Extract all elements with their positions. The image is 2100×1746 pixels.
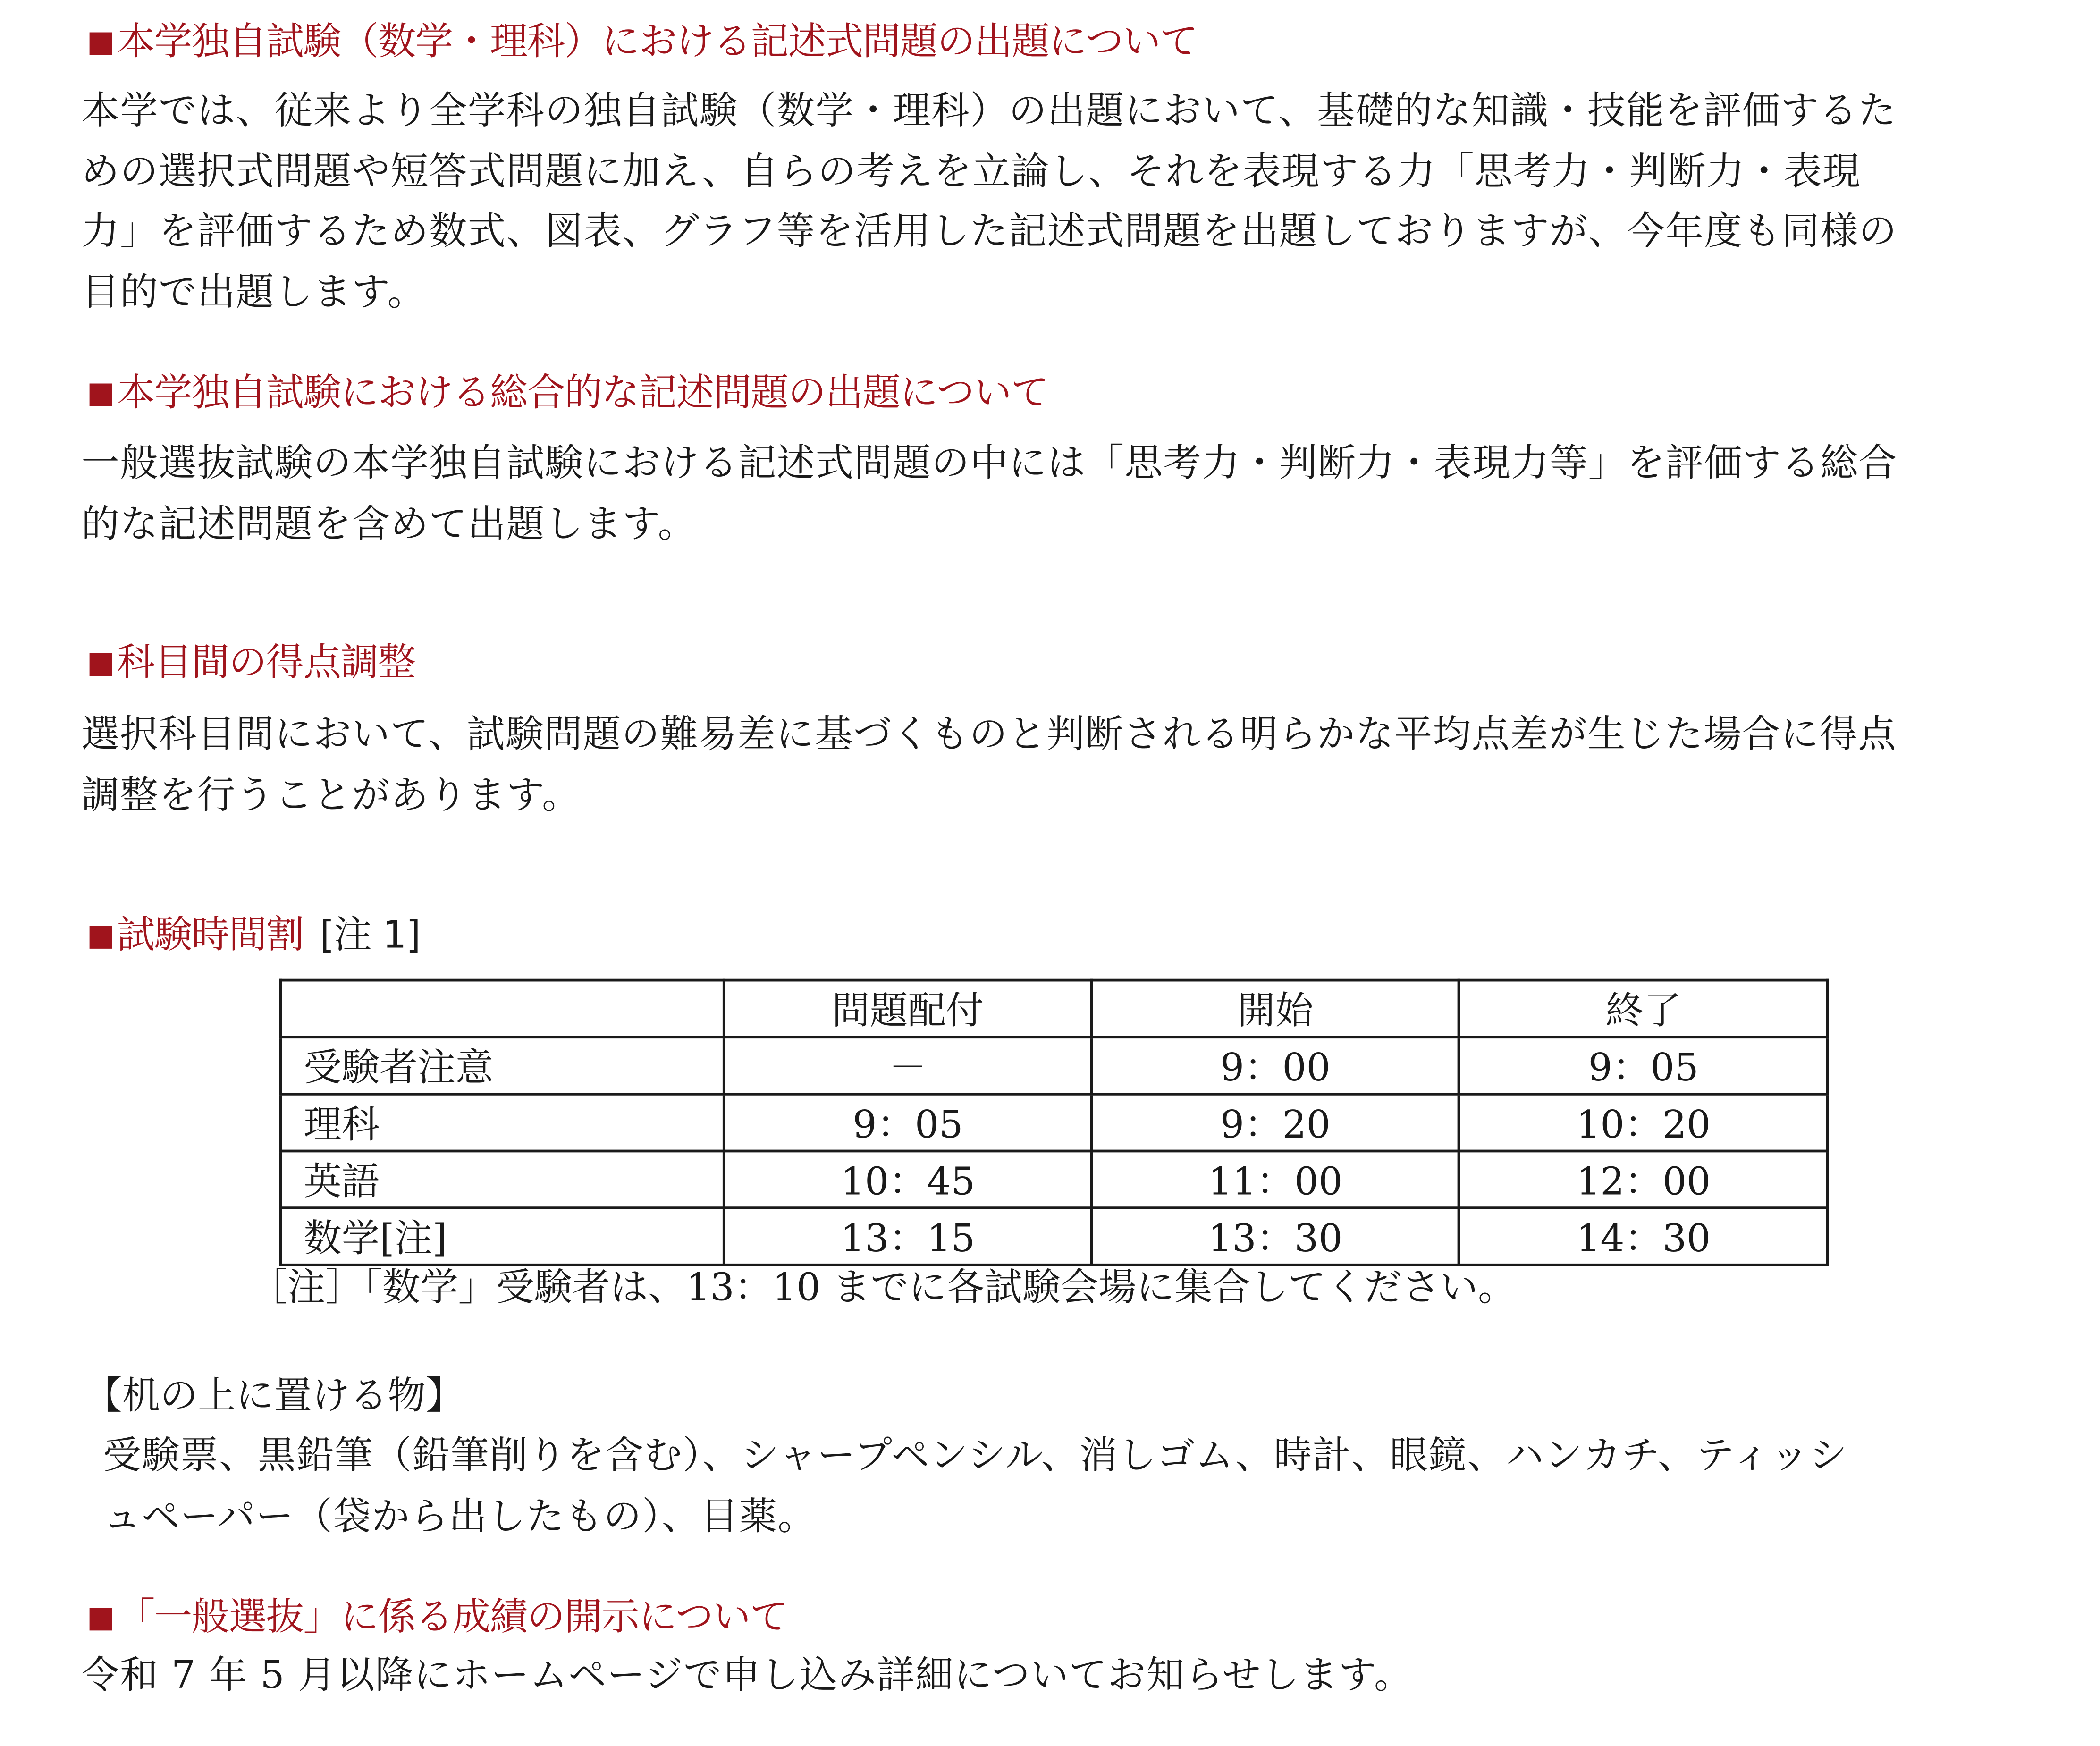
table-row bbox=[281, 1208, 1828, 1265]
table-cell-start: 9：00 bbox=[1091, 1037, 1459, 1094]
heading-comprehensive-questions bbox=[87, 370, 1048, 418]
table-cell-subject: 受験者注意 bbox=[281, 1037, 725, 1094]
paragraph-line: 目的で出題します。 bbox=[81, 269, 426, 314]
heading-descriptive-questions bbox=[87, 19, 1198, 67]
heading-score-disclosure bbox=[87, 1594, 787, 1642]
table-header-row bbox=[281, 980, 1828, 1037]
heading-exam-timetable bbox=[87, 912, 420, 960]
table-cell-end: 14：30 bbox=[1459, 1208, 1828, 1265]
paragraph-line: 調整を行うことがあります。 bbox=[81, 772, 581, 817]
square-bullet-icon: ■ bbox=[86, 1601, 115, 1635]
paragraph-line: ュペーパー（袋から出したもの）、目薬。 bbox=[103, 1493, 817, 1538]
square-bullet-icon: ■ bbox=[86, 919, 115, 953]
table-cell-subject: 数学[注] bbox=[281, 1208, 725, 1265]
heading-text: 科目間の得点調整 bbox=[117, 640, 415, 685]
table-cell-distribute: 13：15 bbox=[725, 1208, 1091, 1265]
paragraph-line: 的な記述問題を含めて出題します。 bbox=[81, 501, 697, 546]
table-row bbox=[281, 1094, 1828, 1151]
timetable-footnote: ［注］「数学」受験者は、13：10 までに各試験会場に集合してください。 bbox=[249, 1265, 1516, 1310]
table-cell-end: 10：20 bbox=[1459, 1094, 1828, 1151]
table-cell-start: 9：20 bbox=[1091, 1094, 1459, 1151]
paragraph-line: 選択科目間において、試験問題の難易差に基づくものと判断される明らかな平均点差が生じた場合に得点 bbox=[81, 711, 1897, 757]
square-bullet-icon: ■ bbox=[86, 647, 115, 681]
exam-timetable bbox=[279, 979, 1829, 1266]
paragraph-line: めの選択式問題や短答式問題に加え、自らの考えを立論し、それを表現する力「思考力・判断力・表現 bbox=[81, 148, 1861, 194]
paragraph-line: 本学では、従来より全学科の独自試験（数学・理科）の出題において、基礎的な知識・技能を評価するた bbox=[81, 88, 1897, 133]
desk-items-title: 【机の上に置ける物】 bbox=[84, 1373, 464, 1418]
table-cell-start: 13：30 bbox=[1091, 1208, 1459, 1265]
paragraph-line: 力」を評価するため数式、図表、グラフ等を活用した記述式問題を出題しておりますが、今年度も同様の bbox=[81, 209, 1898, 254]
table-header-distribute: 問題配付 bbox=[725, 980, 1091, 1037]
table-cell-distribute: 10：45 bbox=[725, 1151, 1091, 1208]
table-row bbox=[281, 1037, 1828, 1094]
heading-text: 本学独自試験における総合的な記述問題の出題について bbox=[117, 370, 1048, 415]
heading-text: 試験時間割 bbox=[117, 912, 304, 957]
paragraph-line: 受験票、黒鉛筆（鉛筆削りを含む）、シャープペンシル、消しゴム、時計、眼鏡、ハンカチ、ティッシ bbox=[103, 1433, 1848, 1478]
paragraph-descriptive-questions bbox=[81, 81, 2060, 322]
desk-items-list bbox=[103, 1426, 2055, 1547]
paragraph-line: 一般選抜試験の本学独自試験における記述式問題の中には「思考力・判断力・表現力等」を評価する総合 bbox=[81, 440, 1898, 486]
square-bullet-icon: ■ bbox=[86, 377, 115, 411]
paragraph-score-adjustment bbox=[81, 705, 2060, 826]
table-cell-distribute: 9：05 bbox=[725, 1094, 1091, 1151]
heading-score-adjustment bbox=[87, 640, 415, 688]
table-row bbox=[281, 1151, 1828, 1208]
table-cell-subject: 理科 bbox=[281, 1094, 725, 1151]
paragraph-score-disclosure bbox=[81, 1646, 2060, 1706]
table-cell-end: 9：05 bbox=[1459, 1037, 1828, 1094]
table-header-start: 開始 bbox=[1091, 980, 1459, 1037]
table-cell-subject: 英語 bbox=[281, 1151, 725, 1208]
square-bullet-icon: ■ bbox=[86, 25, 115, 60]
table-cell-start: 11：00 bbox=[1091, 1151, 1459, 1208]
table-cell-distribute: － bbox=[725, 1037, 1091, 1094]
note-reference: [注 1] bbox=[320, 912, 421, 957]
table-header-blank bbox=[281, 980, 725, 1037]
table-cell-end: 12：00 bbox=[1459, 1151, 1828, 1208]
heading-text: 本学独自試験（数学・理科）における記述式問題の出題について bbox=[117, 19, 1198, 64]
paragraph-line: 令和 7 年 5 月以降にホームページで申し込み詳細についてお知らせします。 bbox=[81, 1653, 1413, 1697]
paragraph-comprehensive-questions bbox=[81, 434, 2060, 555]
table-header-end: 終了 bbox=[1459, 980, 1828, 1037]
heading-text: 「一般選抜」に係る成績の開示について bbox=[117, 1594, 788, 1639]
